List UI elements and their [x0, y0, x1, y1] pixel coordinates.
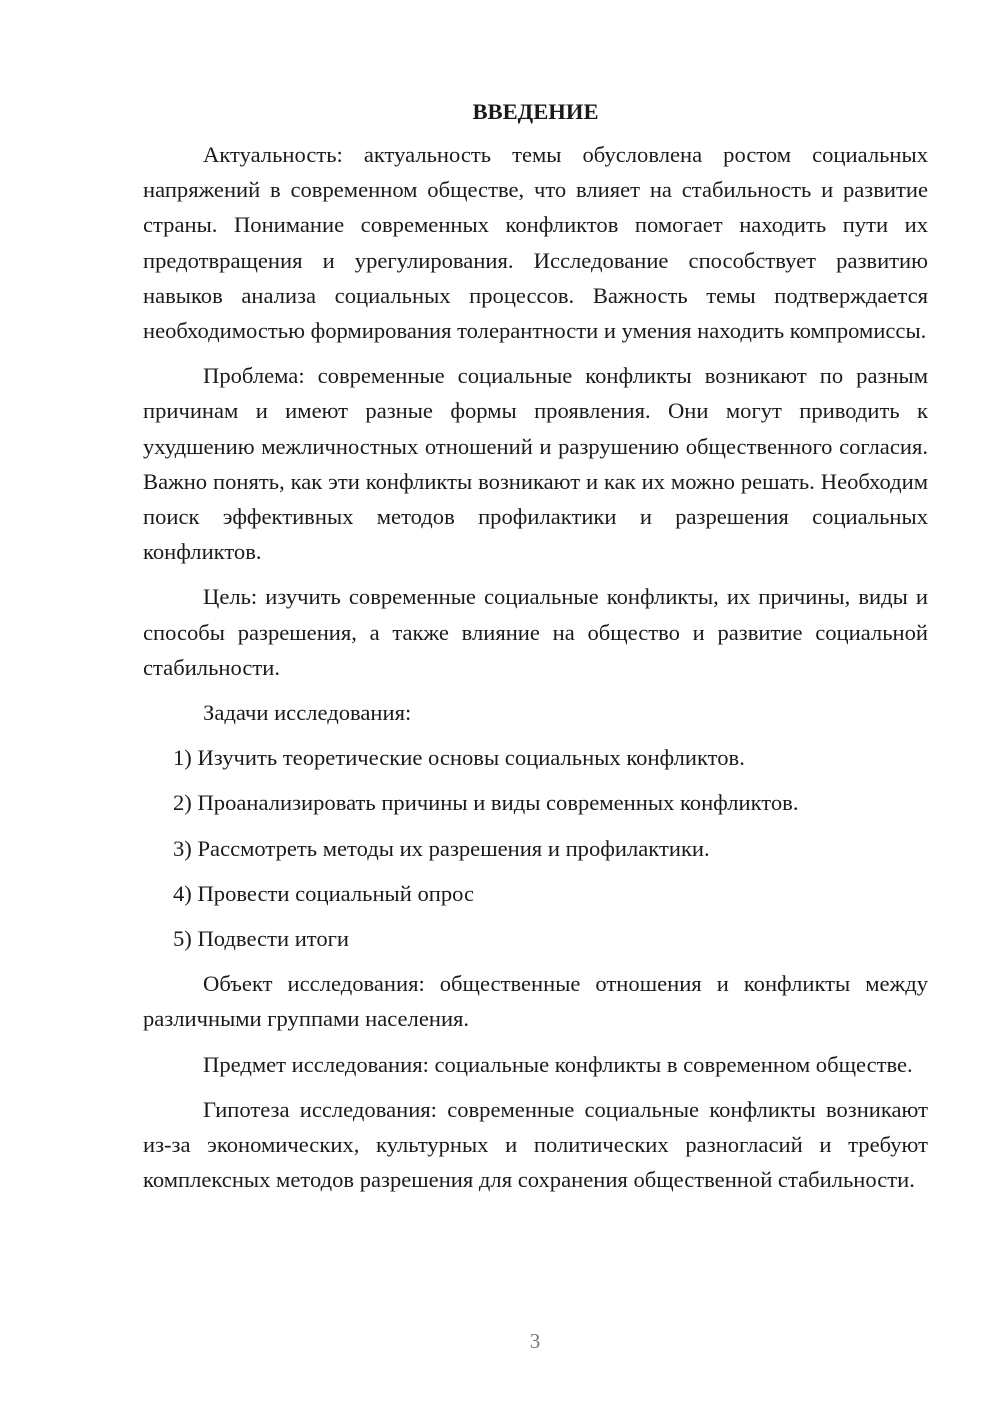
tasks-title: Задачи исследования:	[203, 700, 412, 726]
page-number: 3	[529, 1329, 541, 1353]
paragraph-goal: Цель: изучить современные социальные конфликты, их причины, виды и способы разрешения, а также влияние на общество и развитие социальной стабильности.	[143, 584, 928, 680]
paragraph-object: Объект исследования: общественные отношения и конфликты между различными группами населения.	[143, 971, 928, 1032]
paragraph-relevance: Актуальность: актуальность темы обусловлена ростом социальных напряжений в современном обществе, что влияет на стабильность и развитие страны. Понимание современных конфликтов помогает находить пути их предотвращения и урегулирования. Исследование способствует развитию навыков анализа социальных процессов. Важность темы подтверждается необходимостью формирования толерантности и умения находить компромиссы.	[143, 142, 928, 344]
task-item: 1) Изучить теоретические основы социальных конфликтов.	[173, 745, 745, 771]
task-item: 5) Подвести итоги	[173, 926, 350, 952]
task-item: 3) Рассмотреть методы их разрешения и профилактики.	[173, 835, 710, 861]
task-list	[143, 740, 928, 956]
paragraph-hypothesis: Гипотеза исследования: современные социальные конфликты возникают из-за экономических, культурных и политических разногласий и требуют комплексных методов разрешения для сохранения общественной стабильности.	[143, 1096, 928, 1193]
paragraph-subject: Предмет исследования: социальные конфликты в современном обществе.	[203, 1051, 913, 1077]
section-heading: ВВЕДЕНИЕ	[472, 99, 599, 124]
task-item: 4) Провести социальный опрос	[173, 880, 475, 906]
task-item: 2) Проанализировать причины и виды современных конфликтов.	[173, 790, 799, 816]
document-body	[143, 94, 928, 1197]
paragraph-problem: Проблема: современные социальные конфликты возникают по разным причинам и имеют разные формы проявления. Они могут приводить к ухудшению межличностных отношений и разрушению общественного согласия. Важно понять, как эти конфликты возникают и как их можно решать. Необходим поиск эффективных методов профилактики и разрешения социальных конфликтов.	[143, 363, 928, 565]
